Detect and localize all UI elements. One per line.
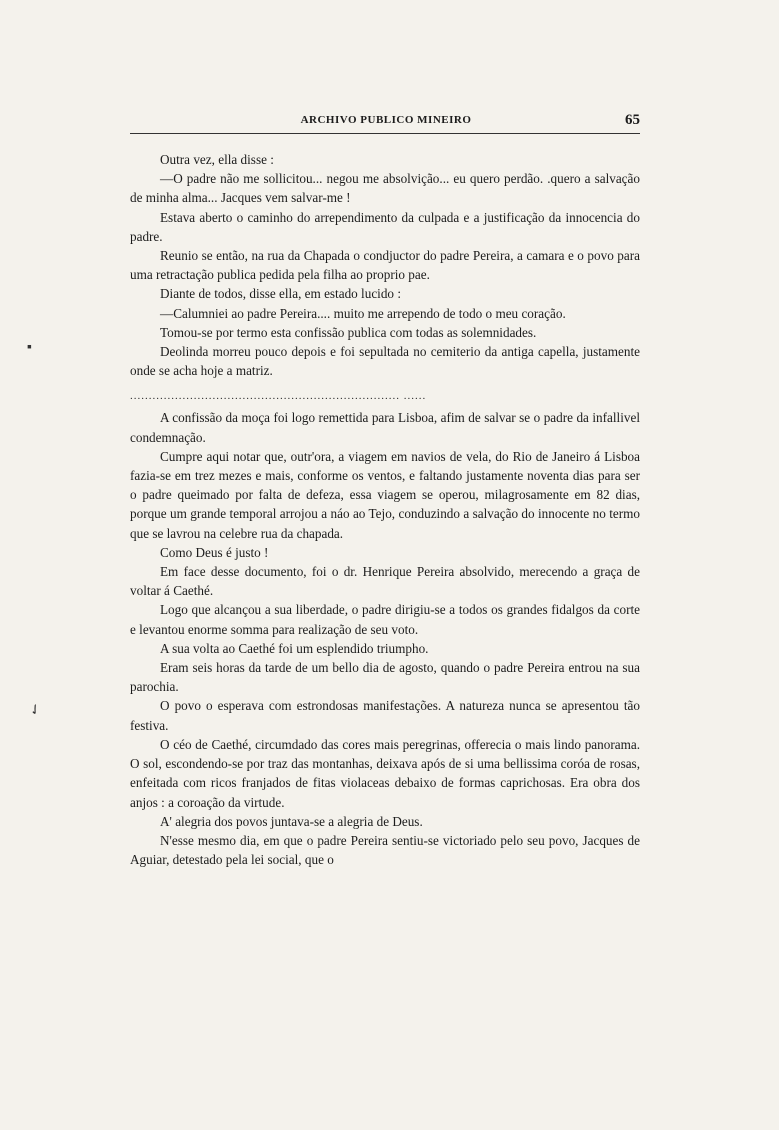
paragraph: Estava aberto o caminho do arrependimento da culpada e a justificação da innocencia do padre. bbox=[130, 209, 640, 244]
paragraph: Reunio se então, na rua da Chapada o condjuctor do padre Pereira, a camara e o povo para uma retractação publica pedida pela filha ao proprio pae. bbox=[130, 248, 640, 283]
paragraph: Diante de todos, disse ella, em estado lucido : bbox=[160, 286, 401, 302]
paragraph: O povo o esperava com estrondosas manifestações. A natureza nunca se apresentou tão festiva. bbox=[130, 698, 640, 733]
paragraph: Eram seis horas da tarde de um bello dia de agosto, quando o padre Pereira entrou na sua parochia. bbox=[130, 660, 640, 695]
paragraph: Como Deus é justo ! bbox=[160, 544, 269, 560]
header-rule bbox=[130, 133, 640, 134]
margin-mark: ▪ bbox=[27, 340, 32, 355]
paragraph: A' alegria dos povos juntava-se a alegria de Deus. bbox=[160, 813, 423, 829]
margin-mark: ✓ bbox=[26, 700, 45, 721]
paragraph: N'esse mesmo dia, em que o padre Pereira sentiu-se victoriado pelo seu povo, Jacques de Aguiar, detestado pela lei social, que o bbox=[130, 832, 640, 868]
paragraph: Outra vez, ella disse : bbox=[160, 152, 274, 167]
paragraph: Cumpre aqui notar que, outr'ora, a viagem em navios de vela, do Rio de Janeiro á Lisboa fazia-se em trez mezes e mais, conforme os ventos, e faltando justamente noventa dias para ser o padre queimado por falta de defeza, essa viagem se operou, milagrosamente em 82 dias, porque um grande temporal arrojou a náo ao Tejo, conduzindo a salvação do innocente no termo que se lavrou na celebre rua da chapada. bbox=[130, 448, 640, 541]
dotted-separator: ........................................................................ ...... bbox=[130, 391, 427, 402]
paragraph: —O padre não me sollicitou... negou me absolvição... eu quero perdão. .quero a salvação de minha alma... Jacques vem salvar-me ! bbox=[130, 171, 640, 206]
paragraph: Em face desse documento, foi o dr. Henrique Pereira absolvido, merecendo a graça de voltar á Caethé. bbox=[130, 564, 640, 599]
paragraph: A sua volta ao Caethé foi um esplendido triumpho. bbox=[160, 640, 429, 656]
paragraph: Logo que alcançou a sua liberdade, o padre dirigiu-se a todos os grandes fidalgos da corte e levantou enorme somma para realização de seu voto. bbox=[130, 602, 640, 637]
paragraph: O céo de Caethé, circumdado das cores mais peregrinas, offerecia o mais lindo panorama. O sol, escondendo-se por traz das montanhas, deixava após de si uma bellissima coróa de rosas, enfeitada com ricos franjados de fitas violaceas debaixo de formas caprichosas. Era obra dos anjos : a coroação da virtude. bbox=[130, 736, 640, 810]
paragraph: Tomou-se por termo esta confissão publica com todas as solemnidades. bbox=[160, 324, 537, 340]
paragraph: A confissão da moça foi logo remettida para Lisboa, afim de salvar se o padre da infallivel condemnação. bbox=[130, 410, 640, 445]
paragraph: Deolinda morreu pouco depois e foi sepultada no cemiterio da antiga capella, justamente onde se acha hoje a matriz. bbox=[130, 344, 640, 379]
body-text bbox=[130, 150, 640, 869]
running-header bbox=[130, 114, 642, 134]
page-number: 65 bbox=[625, 112, 640, 128]
paragraph: —Calumniei ao padre Pereira.... muito me arrependo de todo o meu coração. bbox=[160, 305, 566, 321]
header-title: ARCHIVO PUBLICO MINEIRO bbox=[300, 114, 472, 126]
